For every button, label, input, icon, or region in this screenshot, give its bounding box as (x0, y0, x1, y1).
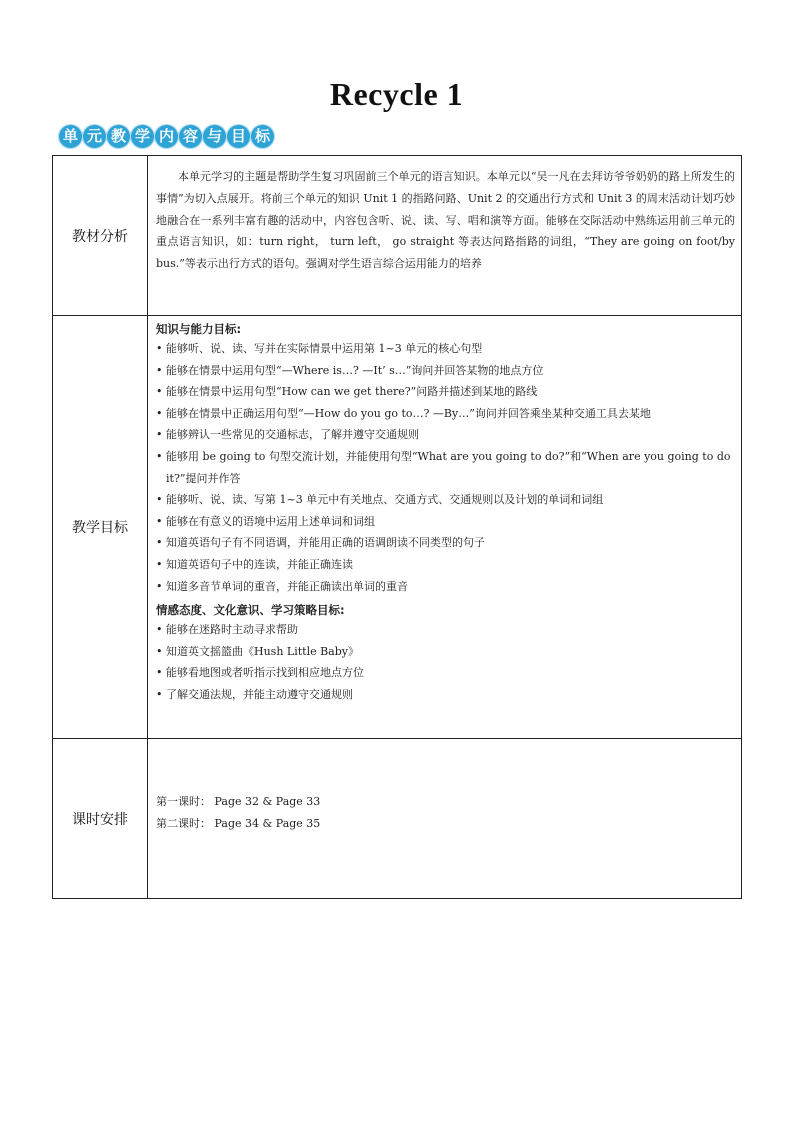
banner-char: 目 (226, 124, 251, 149)
list-item-text: 能够听、说、读、写并在实际情景中运用第 1~3 单元的核心句型 (166, 342, 483, 355)
knowledge-list (156, 338, 735, 597)
schedule-label: 课时安排 (53, 739, 148, 898)
list-item (156, 641, 735, 663)
list-item (156, 360, 735, 382)
schedule-body (148, 739, 741, 898)
list-item-text: 知道英语句子有不同语调，并能用正确的语调朗读不同类型的句子 (166, 536, 485, 550)
list-item-text: 能够在情景中运用句型“How can we get there?”问路并描述到某地的路线 (166, 385, 538, 399)
bullet-icon: • (156, 363, 163, 377)
banner-char: 教 (106, 124, 131, 149)
bullet-icon: • (156, 342, 163, 355)
section-banner (58, 122, 274, 150)
bullet-icon: • (156, 493, 163, 507)
bullet-icon: • (156, 579, 163, 593)
bullet-icon: • (156, 687, 163, 701)
list-item (156, 381, 735, 403)
bullet-icon: • (156, 557, 163, 571)
unit-plan-table (52, 155, 742, 899)
analysis-row (53, 156, 741, 315)
list-item-text: 了解交通法规，并能主动遵守交通规则 (166, 687, 353, 701)
list-item (156, 576, 735, 598)
list-item (156, 338, 735, 360)
list-item-text: 知道多音节单词的重音，并能正确读出单词的重音 (166, 579, 408, 593)
list-item-text: 能够在有意义的语境中运用上述单词和词组 (166, 514, 375, 528)
schedule-line-2: 第二课时： Page 34 & Page 35 (156, 817, 321, 830)
list-item (156, 684, 735, 706)
list-item-text: 知道英文摇篮曲《Hush Little Baby》 (166, 644, 359, 658)
knowledge-heading: 知识与能力目标: (156, 322, 242, 336)
list-item-text: 能够在情景中正确运用句型“—How do you go to…? —By…”询问并回答乘坐某种交通工具去某地 (166, 406, 651, 420)
list-item-text: 能够看地图或者听指示找到相应地点方位 (166, 666, 364, 680)
bullet-icon: • (156, 428, 163, 442)
list-item (156, 619, 735, 641)
list-item (156, 403, 735, 425)
goals-row (53, 315, 741, 738)
list-item-text: 能够在迷路时主动寻求帮助 (166, 623, 298, 637)
bullet-icon: • (156, 406, 163, 420)
list-item (156, 489, 735, 511)
schedule-row (53, 738, 741, 898)
list-item-text: 能够在情景中运用句型“—Where is…? —It’ s…”询问并回答某物的地点方位 (166, 363, 544, 377)
analysis-body (148, 156, 741, 315)
list-item (156, 554, 735, 576)
banner-char: 标 (250, 124, 275, 149)
banner-char: 内 (154, 124, 179, 149)
list-item (156, 446, 735, 489)
bullet-icon: • (156, 385, 163, 399)
attitude-list (156, 619, 735, 705)
page-title: Recycle 1 (329, 76, 464, 112)
bullet-icon: • (156, 449, 163, 463)
list-item-text: 能够听、说、读、写第 1~3 单元中有关地点、交通方式、交通规则以及计划的单词和词组 (166, 493, 604, 507)
bullet-icon: • (156, 514, 163, 528)
list-item (156, 424, 735, 446)
banner-char: 与 (202, 124, 227, 149)
bullet-icon: • (156, 623, 163, 637)
banner-char: 学 (130, 124, 155, 149)
list-item-text: 知道英语句子中的连读，并能正确连读 (166, 557, 353, 571)
analysis-text: 本单元学习的主题是帮助学生复习巩固前三个单元的语言知识。本单元以“吴一凡在去拜访爷爷奶奶的路上所发生的事情”为切入点展开。将前三个单元的知识 Unit 1 的指路问路、Unit 2 的交通出行方式和 Unit 3 的周末活动计划巧妙地融合在一系列丰富有趣的活动中，内容包含听、说、读、写、唱和演等方面。能够在交际活动中熟练运用前三单元的重点语言知识，如：turn right， turn left， go straight 等表达问路指路的词组，“They are going on foot/by bus.”等表示出行方式的语句。强调对学生语言综合运用能力的培养 (156, 170, 735, 271)
banner-char: 单 (58, 124, 83, 149)
list-item-text: 能够用 be going to 句型交流计划，并能使用句型“What are you going to do?”和“When are you going to do it?”提问并作答 (166, 449, 731, 485)
bullet-icon: • (156, 536, 163, 550)
list-item (156, 511, 735, 533)
attitude-heading: 情感态度、文化意识、学习策略目标: (156, 603, 345, 618)
analysis-label: 教材分析 (53, 156, 148, 315)
bullet-icon: • (156, 644, 163, 658)
list-item (156, 532, 735, 554)
list-item-text: 能够辨认一些常见的交通标志，了解并遵守交通规则 (166, 428, 419, 442)
list-item (156, 662, 735, 684)
banner-char: 容 (178, 124, 203, 149)
goals-label: 教学目标 (53, 316, 148, 738)
banner-char: 元 (82, 124, 107, 149)
goals-body (148, 316, 741, 738)
bullet-icon: • (156, 666, 163, 680)
schedule-line-1: 第一课时： Page 32 & Page 33 (156, 795, 321, 808)
